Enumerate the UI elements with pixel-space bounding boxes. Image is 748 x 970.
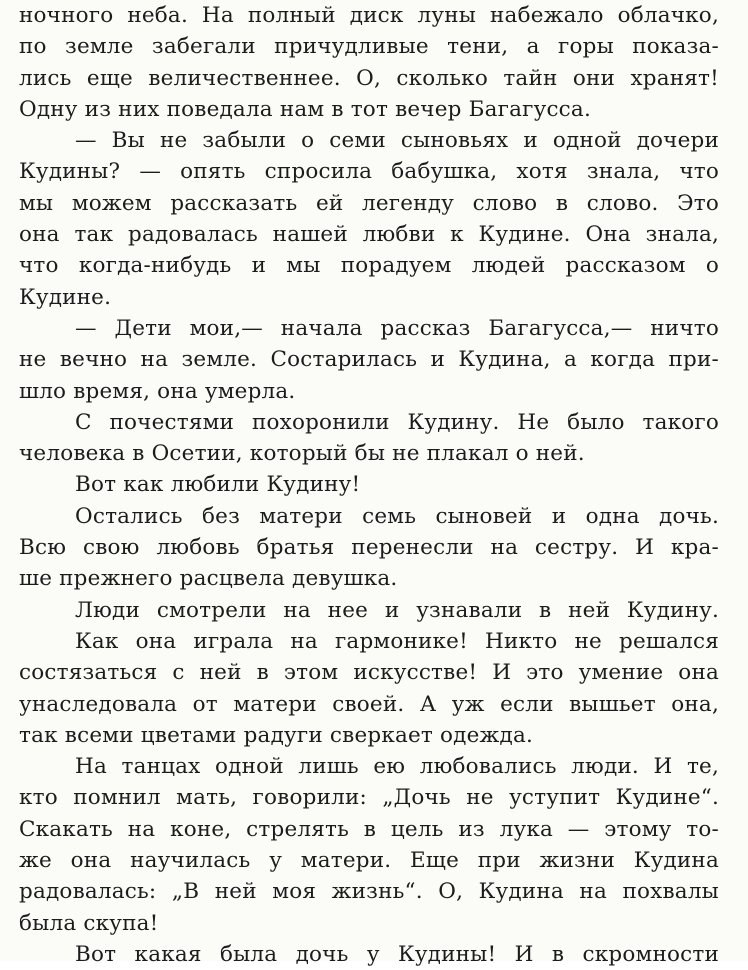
text-line: Вот как любили Кудину!	[75, 472, 361, 498]
text-line: Люди смотрели на нее и узнавали в ней Кудину.	[75, 597, 719, 623]
text-line: — Вы не забыли о семи сыновьях и одной дочери	[75, 128, 719, 154]
text-line: не вечно на земле. Состарилась и Кудина, а когда при-	[19, 347, 719, 373]
text-line: что когда-нибудь и мы порадуем людей рассказом о	[19, 253, 719, 279]
text-line: кто помнил мать, говорили: „Дочь не уступит Кудине“.	[19, 785, 719, 811]
text-line: шло время, она умерла.	[19, 378, 296, 404]
text-line: мы можем рассказать ей легенду слово в слово. Это	[19, 190, 719, 216]
text-line: она так радовалась нашей любви к Кудине. Она знала,	[19, 222, 719, 248]
text-line: Как она играла на гармонике! Никто не решался	[75, 628, 719, 654]
text-line: ше прежнего расцвела девушка.	[19, 566, 398, 592]
text-line: так всеми цветами радуги сверкает одежда.	[19, 722, 534, 748]
text-line: Кудины? — опять спросила бабушка, хотя знала, что	[19, 159, 719, 185]
text-line: Одну из них поведала нам в тот вечер Багагусса.	[19, 96, 591, 122]
text-line: С почестями похоронили Кудину. Не было такого	[75, 409, 719, 435]
text-line: — Дети мои,— начала рассказ Багагусса,— ничто	[75, 315, 719, 341]
text-line: состязаться с ней в этом искусстве! И это умение она	[19, 660, 719, 686]
page-text	[19, 0, 719, 970]
text-line: же она научилась у матери. Еще при жизни Кудина	[19, 848, 719, 874]
text-line: Остались без матери семь сыновей и одна дочь.	[75, 503, 719, 529]
text-line: по земле забегали причудливые тени, а горы показа-	[19, 34, 719, 60]
text-line: унаследовала от матери своей. А уж если вышьет она,	[19, 691, 719, 717]
text-line: была скупа!	[19, 910, 159, 936]
text-line: Скакать на коне, стрелять в цель из лука — этому то-	[19, 816, 719, 842]
text-line: человека в Осетии, который бы не плакал о ней.	[19, 441, 585, 467]
text-line: Всю свою любовь братья перенесли на сестру. И кра-	[19, 535, 719, 561]
text-line: Кудине.	[19, 284, 112, 310]
text-line: На танцах одной лишь ею любовались люди. И те,	[75, 754, 719, 780]
text-line: радовалась: „В ней моя жизнь“. О, Кудина на похвалы	[19, 879, 719, 905]
text-line: Вот какая была дочь у Кудины! И в скромности	[75, 941, 719, 967]
text-line: ночного неба. На полный диск луны набежало облачко,	[19, 3, 719, 28]
text-line: лись еще величественнее. О, сколько тайн они хранят!	[19, 65, 719, 91]
